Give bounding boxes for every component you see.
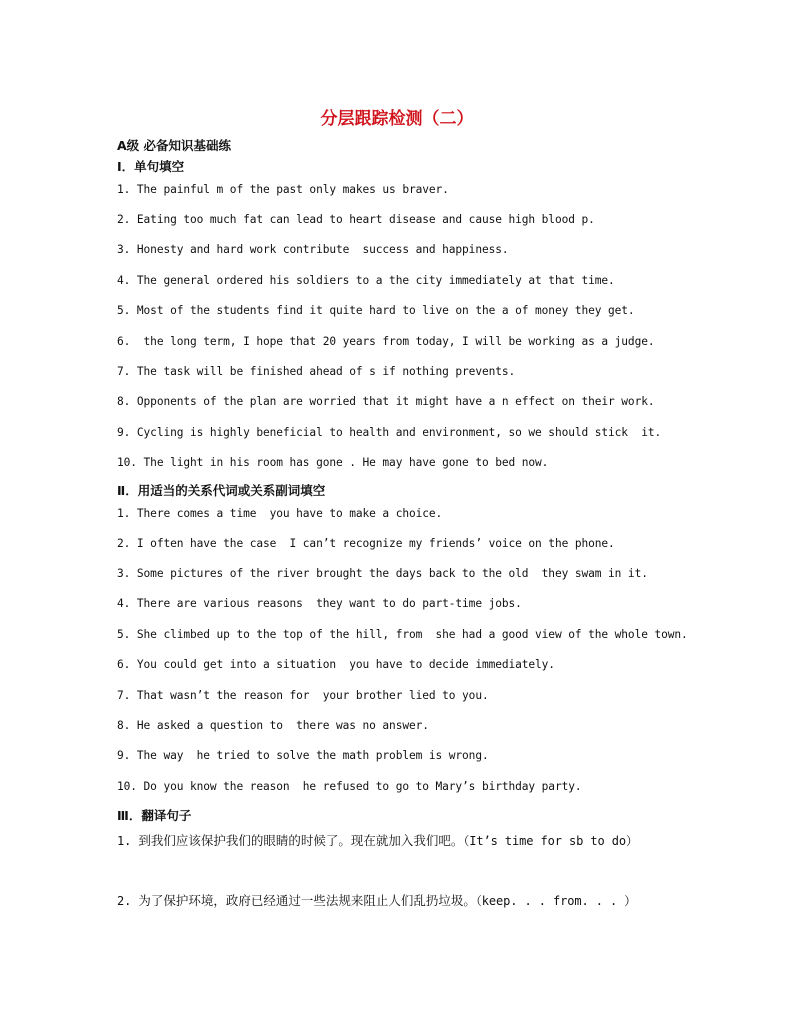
question-item: 6. You could get into a situation you have to decide immediately. — [117, 658, 555, 671]
question-item: 3. Some pictures of the river brought the days back to the old they swam in it. — [117, 567, 648, 580]
item-number: 1. — [117, 834, 139, 848]
item-number: 2. — [117, 894, 139, 908]
question-item: 4. There are various reasons they want to do part-time jobs. — [117, 597, 522, 610]
question-item: 8. Opponents of the plan are worried that it might have a n effect on their work. — [117, 395, 655, 408]
page-title: 分层跟踪检测（二） — [320, 109, 474, 129]
question-item: 5. She climbed up to the top of the hill, from she had a good view of the whole town. — [117, 628, 688, 641]
question-item: 10. Do you know the reason he refused to go to Mary’s birthday party. — [117, 780, 582, 793]
translation-item — [117, 831, 638, 849]
hint-text: （keep. . . from. . . ） — [475, 894, 637, 908]
section-heading-fill-in: Ⅰ．单句填空 — [117, 159, 185, 174]
question-item: 9. Cycling is highly beneficial to health and environment, so we should stick it. — [117, 426, 662, 439]
question-item: 3. Honesty and hard work contribute success and happiness. — [117, 243, 509, 256]
question-item: 4. The general ordered his soldiers to a the city immediately at that time. — [117, 274, 615, 287]
question-item: 10. The light in his room has gone . He may have gone to bed now. — [117, 456, 549, 469]
level-heading: A级 必备知识基础练 — [117, 138, 232, 153]
chinese-sentence: 到我们应该保护我们的眼睛的时候了。现在就加入我们吧。 — [138, 833, 464, 848]
question-item: 2. Eating too much fat can lead to heart disease and cause high blood p. — [117, 213, 595, 226]
question-item: 2. I often have the case I can’t recognize my friends’ voice on the phone. — [117, 537, 615, 550]
hint-text: （It’s time for sb to do） — [463, 834, 638, 848]
question-item: 6. the long term, I hope that 20 years from today, I will be working as a judge. — [117, 335, 655, 348]
question-item: 8. He asked a question to there was no answer. — [117, 719, 429, 732]
question-item: 1. The painful m of the past only makes us braver. — [117, 183, 449, 196]
section-heading-relative-words: Ⅱ．用适当的关系代词或关系副词填空 — [117, 483, 326, 498]
question-item: 7. The task will be finished ahead of s if nothing prevents. — [117, 365, 516, 378]
section-heading-translation: Ⅲ．翻译句子 — [117, 808, 192, 823]
question-item: 1. There comes a time you have to make a choice. — [117, 507, 443, 520]
translation-item — [117, 891, 636, 909]
question-item: 9. The way he tried to solve the math problem is wrong. — [117, 749, 489, 762]
question-item: 5. Most of the students find it quite hard to live on the a of money they get. — [117, 304, 635, 317]
chinese-sentence: 为了保护环境，政府已经通过一些法规来阻止人们乱扔垃圾。 — [138, 893, 476, 908]
question-item: 7. That wasn’t the reason for your brother lied to you. — [117, 689, 489, 702]
